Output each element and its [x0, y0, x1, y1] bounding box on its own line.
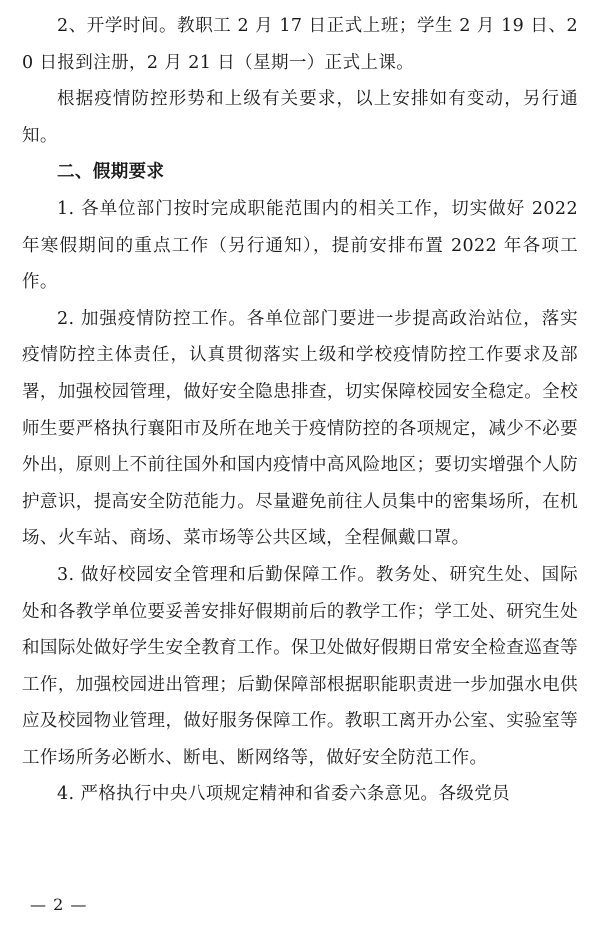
- page-number: — 2 —: [30, 895, 88, 914]
- requirement-item-4: 4. 严格执行中央八项规定精神和省委六条意见。各级党员: [57, 784, 511, 805]
- section-heading-holiday-requirements: 二、假期要求: [57, 162, 165, 183]
- requirement-item-1: 1. 各单位部门按时完成职能范围内的相关工作，切实做好 2022 年寒假期间的重点工作（另行通知），提前安排布置 2022 年各项工作。: [22, 198, 578, 293]
- requirement-item-2: 2. 加强疫情防控工作。各单位部门要进一步提高政治站位，落实疫情防控主体责任，认真贯彻落实上级和学校疫情防控工作要求及部署，加强校园管理，做好安全隐患排查，切实保障校园安全稳定。全校师生要严格执行襄阳市及所在地关于疫情防控的各项规定，减少不必要外出，原则上不前往国外和国内疫情中高风险地区；要切实增强个人防护意识，提高安全防范能力。尽量避免前往人员集中的密集场所，在机场、火车站、商场、菜市场等公共区域，全程佩戴口罩。: [22, 308, 578, 549]
- paragraph-school-start-time: 2、开学时间。教职工 2 月 17 日正式上班；学生 2 月 19 日、20 日报到注册，2 月 21 日（星期一）正式上课。: [22, 16, 578, 73]
- paragraph-schedule-change-notice: 根据疫情防控形势和上级有关要求，以上安排如有变动，另行通知。: [22, 89, 578, 146]
- document-page: [22, 8, 578, 813]
- requirement-item-3: 3. 做好校园安全管理和后勤保障工作。教务处、研究生处、国际处和各教学单位要妥善安排好假期前后的教学工作；学工处、研究生处和国际处做好学生安全教育工作。保卫处做好假期日常安全检查巡查等工作，加强校园进出管理；后勤保障部根据职能职责进一步加强水电供应及校园物业管理，做好服务保障工作。教职工离开办公室、实验室等工作场所务必断水、断电、断网络等，做好安全防范工作。: [22, 564, 578, 768]
